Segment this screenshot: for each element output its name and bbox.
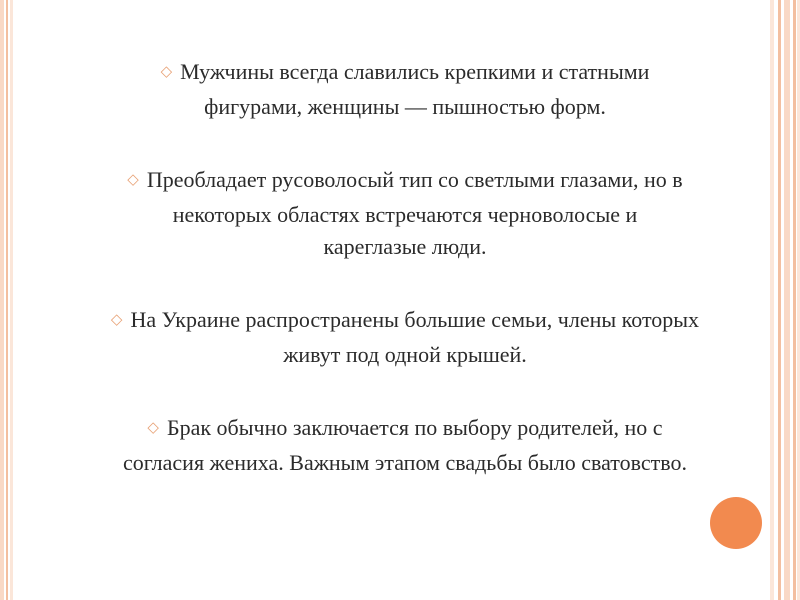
diamond-bullet-icon: ◇	[110, 312, 123, 328]
bullet-line	[40, 164, 770, 199]
diamond-bullet-icon: ◇	[160, 64, 173, 80]
bullet-item	[40, 164, 770, 263]
accent-circle-decoration	[710, 497, 762, 549]
bullet-item	[40, 56, 770, 123]
bullet-text: кареглазые люди.	[323, 234, 487, 259]
bullet-text: Преобладает русоволосый тип со светлыми глазами, но в	[146, 167, 683, 192]
bullet-line	[40, 304, 770, 339]
bullet-text: Брак обычно заключается по выбору родителей, но с	[166, 415, 663, 440]
bullet-item	[40, 304, 770, 371]
bullet-text: Мужчины всегда славились крепкими и статными	[180, 59, 650, 84]
bullet-line	[40, 231, 770, 263]
slide-content	[40, 52, 770, 572]
diamond-bullet-icon: ◇	[147, 420, 159, 436]
bullet-text: живут под одной крышей.	[283, 342, 527, 367]
bullet-line	[40, 412, 770, 447]
diamond-bullet-icon: ◇	[127, 172, 139, 188]
bullet-line	[40, 447, 770, 479]
bullet-text: некоторых областях встречаются черноволосые и	[172, 202, 638, 227]
right-border-decoration	[770, 0, 800, 600]
bullet-line	[40, 339, 770, 371]
bullet-text: фигурами, женщины — пышностью форм.	[204, 94, 606, 119]
bullet-line	[40, 199, 770, 231]
bullet-text: На Украине распространены большие семьи, члены которых	[130, 307, 700, 332]
left-border-decoration	[0, 0, 14, 600]
bullet-text: согласия жениха. Важным этапом свадьбы было сватовство.	[123, 450, 687, 475]
bullet-line	[40, 91, 770, 123]
bullet-item	[40, 412, 770, 479]
bullet-line	[40, 56, 770, 91]
